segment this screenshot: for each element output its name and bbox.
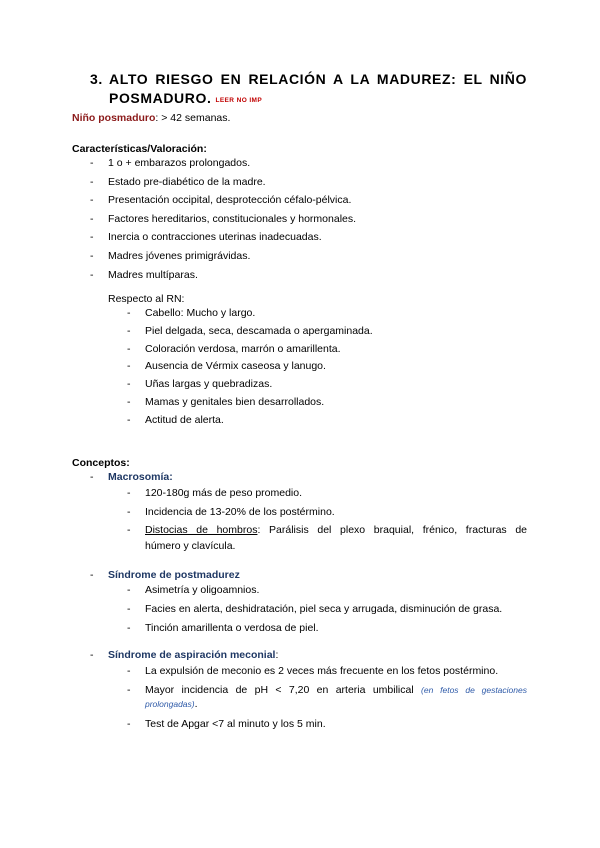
- distocia-term: Distocias de hombros: [145, 524, 258, 536]
- aspiracion-item-1: La expulsión de meconio es 2 veces más frecuente en los fetos postérmino.: [145, 665, 499, 677]
- aspiracion-item-3: Test de Apgar <7 al minuto y los 5 min.: [145, 718, 326, 730]
- list-dash: -: [90, 649, 94, 661]
- section-number: 3.: [90, 71, 103, 87]
- list-dash: -: [90, 250, 94, 262]
- list-item: Estado pre-diabético de la madre.: [108, 175, 266, 188]
- distocia-text: : Parálisis del plexo braquial, frénico, fracturas de: [257, 524, 527, 536]
- list-item: Tinción amarillenta o verdosa de piel.: [145, 622, 319, 634]
- aspiracion-title: Síndrome de aspiración meconial: [108, 649, 276, 661]
- leer-no-imp-tag: LEER NO IMP: [215, 97, 263, 104]
- concepts-heading: Conceptos:: [72, 457, 130, 469]
- list-dash: -: [127, 413, 131, 426]
- list-dash: -: [127, 505, 131, 518]
- aspiracion-note-2: prolongadas): [145, 699, 195, 709]
- list-dash: -: [90, 268, 94, 281]
- aspiracion-item-2-line-2: [145, 697, 198, 711]
- list-item: Facies en alerta, deshidratación, piel seca y arrugada, disminución de grasa.: [145, 603, 503, 615]
- list-dash: -: [90, 175, 94, 188]
- list-dash: -: [127, 665, 131, 677]
- list-item: 120-180g más de peso promedio.: [145, 487, 303, 499]
- title-line-2: [109, 89, 262, 110]
- title-line-2-text: POSMADURO.: [109, 90, 212, 106]
- aspiracion-item-2-line-1: [145, 683, 527, 697]
- list-item: Uñas largas y quebradizas.: [145, 378, 273, 391]
- list-dash: -: [90, 157, 94, 169]
- macrosomia-title: Macrosomía:: [108, 471, 173, 483]
- list-item: Piel delgada, seca, descamada o apergaminada.: [145, 324, 373, 337]
- aspiracion-item-2-text: Mayor incidencia de pH < 7,20 en arteria umbilical: [145, 684, 414, 696]
- list-dash: -: [90, 212, 94, 225]
- list-item: Incidencia de 13-20% de los postérmino.: [145, 505, 335, 518]
- list-item: Coloración verdosa, marrón o amarillenta.: [145, 342, 341, 355]
- title-line-1: ALTO RIESGO EN RELACIÓN A LA MADUREZ: EL NIÑO: [109, 71, 527, 87]
- list-dash: -: [127, 324, 131, 337]
- list-item: Inercia o contracciones uterinas inadecuadas.: [108, 231, 322, 244]
- characteristics-heading: Características/Valoración:: [72, 143, 207, 155]
- list-item: Presentación occipital, desprotección céfalo-pélvica.: [108, 194, 352, 207]
- rn-heading: Respecto al RN:: [108, 293, 185, 305]
- list-item: Madres multíparas.: [108, 268, 198, 281]
- aspiracion-title-line: [108, 648, 278, 662]
- aspiracion-note-1: (en fetos de gestaciones: [421, 685, 527, 695]
- list-dash: -: [90, 471, 94, 483]
- list-dash: -: [127, 396, 131, 408]
- definition-line: [72, 111, 230, 125]
- list-item: Mamas y genitales bien desarrollados.: [145, 396, 325, 408]
- list-item: Factores hereditarios, constitucionales y hormonales.: [108, 212, 357, 225]
- list-dash: -: [127, 378, 131, 391]
- aspiracion-colon: :: [275, 649, 279, 661]
- list-item: Actitud de alerta.: [145, 413, 224, 426]
- list-dash: -: [90, 569, 94, 581]
- list-dash: -: [127, 718, 131, 730]
- list-item: Asimetría y oligoamnios.: [145, 584, 260, 596]
- list-dash: -: [127, 342, 131, 355]
- definition-rest: : > 42 semanas.: [155, 112, 231, 124]
- list-dash: -: [127, 307, 131, 319]
- list-dash: -: [127, 584, 131, 596]
- definition-term: Niño posmaduro: [72, 112, 156, 124]
- aspiracion-period: .: [194, 698, 198, 710]
- list-dash: -: [127, 603, 131, 615]
- list-dash: -: [127, 487, 131, 499]
- list-dash: -: [127, 622, 131, 634]
- distocia-line-2: húmero y clavícula.: [145, 540, 236, 552]
- list-item: Ausencia de Vérmix caseosa y lanugo.: [145, 360, 326, 373]
- list-dash: -: [127, 360, 131, 373]
- list-item: 1 o + embarazos prolongados.: [108, 157, 251, 169]
- list-dash: -: [127, 524, 131, 536]
- list-dash: -: [90, 194, 94, 207]
- distocia-line-1: [145, 523, 527, 537]
- list-item: Cabello: Mucho y largo.: [145, 307, 256, 319]
- list-item: Madres jóvenes primigrávidas.: [108, 250, 251, 262]
- postmadurez-title: Síndrome de postmadurez: [108, 569, 240, 581]
- list-dash: -: [127, 684, 131, 696]
- list-dash: -: [90, 231, 94, 244]
